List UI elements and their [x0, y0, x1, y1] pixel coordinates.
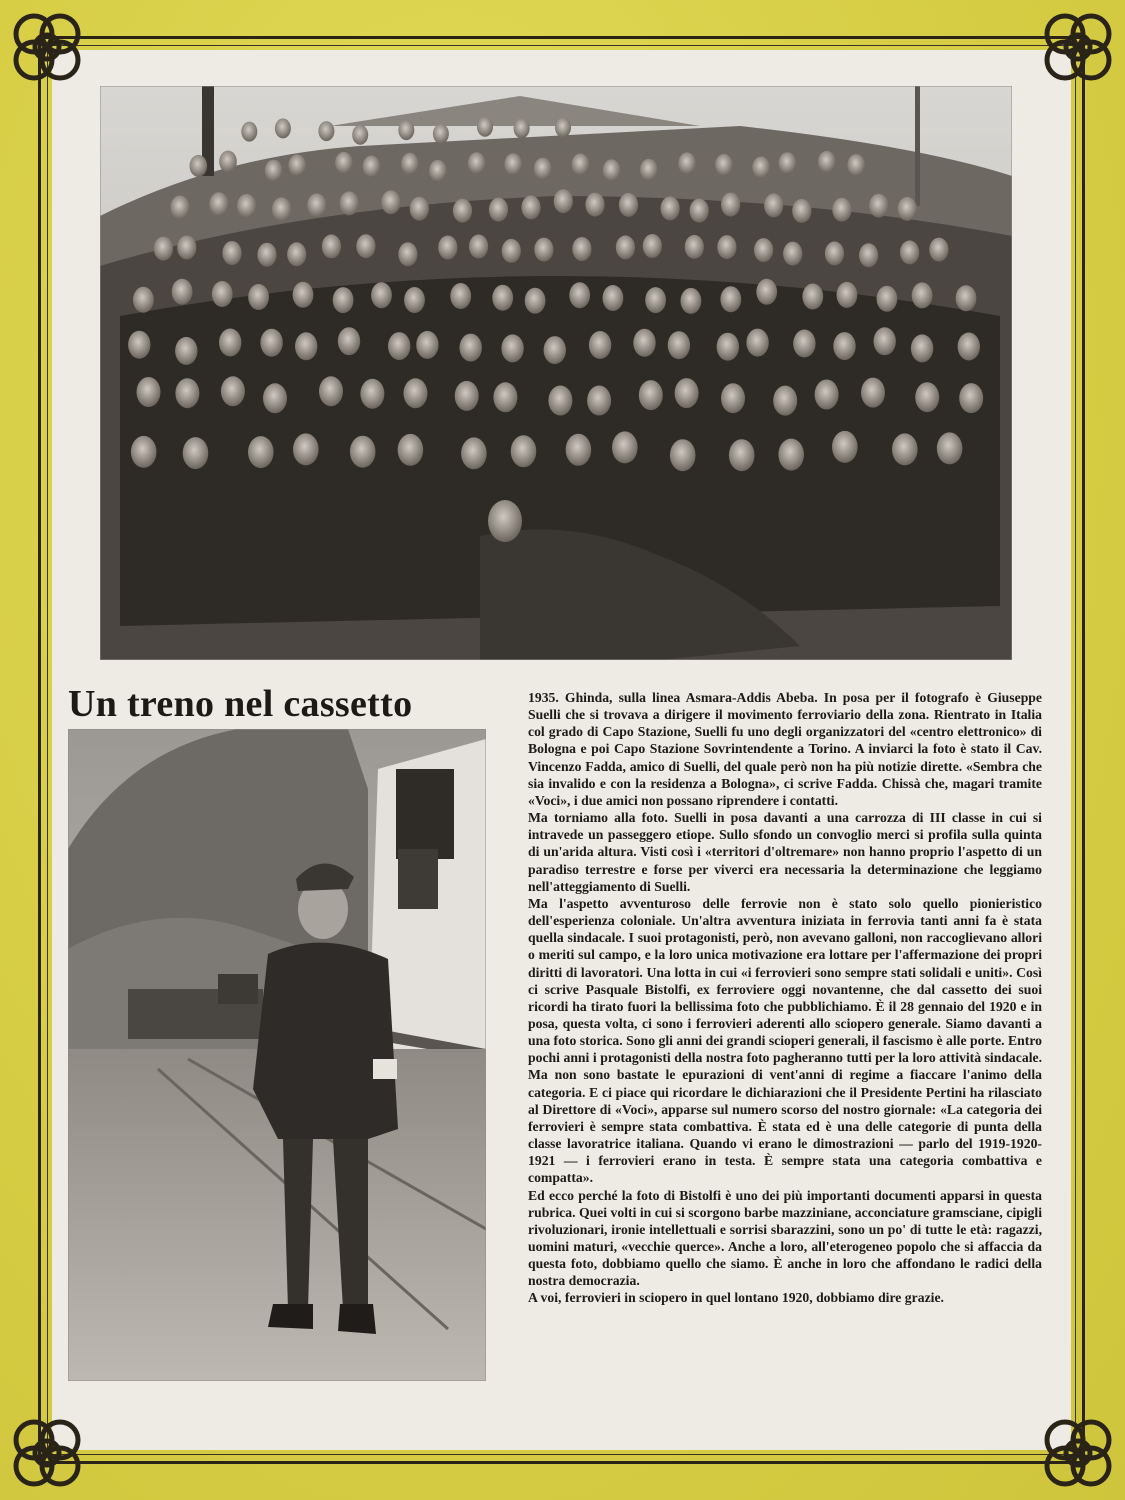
person-head	[802, 284, 823, 310]
person-head	[521, 195, 540, 219]
person-head	[222, 241, 241, 265]
person-head	[668, 331, 690, 359]
person-head	[773, 386, 797, 416]
person-head	[721, 383, 745, 413]
person-head	[525, 288, 546, 314]
person-head	[398, 242, 417, 266]
person-head	[293, 282, 314, 308]
person-head	[450, 283, 471, 309]
person-head	[633, 329, 655, 357]
person-head	[404, 378, 428, 408]
person-head	[678, 152, 696, 174]
person-head	[585, 193, 604, 217]
person-head	[241, 122, 257, 142]
person-head	[619, 193, 638, 217]
person-head	[319, 376, 343, 406]
person-head	[915, 382, 939, 412]
person-head	[837, 282, 858, 308]
person-head	[461, 437, 487, 469]
person-head	[833, 332, 855, 360]
person-head	[721, 193, 740, 217]
person-head	[832, 198, 851, 222]
person-head	[754, 238, 773, 262]
person-head	[288, 154, 306, 176]
person-head	[548, 386, 572, 416]
person-head	[489, 198, 508, 222]
article-paragraph: Ma l'aspetto avventuroso delle ferrovie non è stato solo quello pionieristico dell'esperienza coloniale. Un'altra avventura iniziata in ferrovia tanti anni fa è stata quella sindacale. I suoi protagonisti, però, non avevano galloni, non raccoglievano allori o meriti sul campo, e la loro unica motivazione era lottare per l'affermazione dei propri diritti di lavoratori. Una lotta in cui «i ferrovieri sono sempre stati solidali e uniti». Così ci scrive Pasquale Bistolfi, ex ferroviere oggi novantenne, che dal cassetto dei suoi ricordi ha tirato fuori la bellissima foto che pubblichiamo. È il 28 gennaio del 1920 e in posa, questa volta, ci sono i ferrovieri aderenti allo sciopero generale. Siamo davanti a una foto storica. Sono gli anni dei grandi scioperi generali, il fascismo è alle porte. Entro pochi anni i protagonisti della nostra foto pagheranno tutti per la loro attività sindacale. Ma non sono bastate le epurazioni di vent'anni di regime a fiaccare l'animo della categoria. E ci piace qui ricordare le dichiarazioni che il Presidente Pertini ha rilasciato al Direttore di «Voci», apparse sul numero scorso del nostro giornale: «La categoria dei ferrovieri è sempre stata combattiva. È stata ed è una delle categorie di punta della classe lavoratrice italiana. Quando vi erano le dimostrazioni — parlo del 1919-1920-1921 — i ferrovieri erano in testa. È sempre stata una categoria combattiva e compatta».	[528, 895, 1042, 1186]
person-head	[929, 238, 948, 262]
person-head	[295, 332, 317, 360]
soldier-photo	[68, 729, 486, 1381]
person-head	[572, 154, 590, 176]
person-head	[661, 196, 680, 220]
person-head	[717, 333, 739, 361]
person-head	[616, 235, 635, 259]
person-head	[937, 432, 963, 464]
person-head	[645, 287, 666, 313]
person-head	[756, 279, 777, 305]
person-head	[877, 286, 898, 312]
person-head	[338, 327, 360, 355]
person-head	[492, 285, 513, 311]
person-head	[307, 193, 326, 217]
person-head	[401, 153, 419, 175]
person-head	[534, 158, 552, 180]
person-head	[643, 234, 662, 258]
person-head	[792, 199, 811, 223]
person-head	[534, 238, 553, 262]
person-head	[861, 378, 885, 408]
person-head	[502, 239, 521, 263]
strikers-group-photo	[100, 86, 1012, 660]
person-head	[219, 151, 237, 173]
person-head	[720, 286, 741, 312]
person-head	[900, 240, 919, 264]
person-head	[717, 235, 736, 259]
person-head	[433, 124, 449, 144]
person-head	[410, 197, 429, 221]
person-head	[340, 191, 359, 215]
person-head	[137, 377, 161, 407]
person-head	[898, 197, 917, 221]
person-head	[175, 337, 197, 365]
person-head	[779, 152, 797, 174]
person-head	[363, 156, 381, 178]
person-head	[190, 155, 208, 177]
person-head	[511, 435, 537, 467]
person-head	[764, 193, 783, 217]
person-head	[555, 118, 571, 138]
person-head	[746, 329, 768, 357]
person-head	[128, 331, 150, 359]
person-head	[603, 285, 624, 311]
person-head	[874, 327, 896, 355]
person-head	[501, 334, 523, 362]
article-body	[528, 689, 1042, 1307]
person-head	[237, 194, 256, 218]
celtic-knot-icon	[1035, 1410, 1121, 1496]
person-head	[793, 330, 815, 358]
person-head	[429, 160, 447, 182]
person-head	[859, 243, 878, 267]
person-head	[566, 434, 592, 466]
person-head	[453, 199, 472, 223]
article-paragraph: Ed ecco perché la foto di Bistolfi è uno dei più importanti documenti apparsi in questa rubrica. Quei volti in cui si scorgono barbe mazziniane, acconciature gramsciane, cipigli rivoluzionari, ironie intellettuali e sorrisi sbarazzini, sono un po' di tutte le età: ragazzi, uomini maturi, «vecchie querce». Anche a loro, all'eterogeneo popolo che si affaccia da questa foto, dobbiamo quello che siamo. È anche in loro che affondano le radici della nostra democrazia.	[528, 1187, 1042, 1289]
person-head	[514, 118, 530, 138]
person-head	[477, 117, 493, 137]
person-head	[131, 436, 157, 468]
person-head	[287, 242, 306, 266]
person-head	[554, 189, 573, 213]
person-head	[272, 197, 291, 221]
person-head	[248, 284, 269, 310]
person-head	[219, 329, 241, 357]
person-head	[172, 279, 193, 305]
person-head	[670, 439, 696, 471]
person-head	[257, 243, 276, 267]
person-head	[438, 236, 457, 260]
person-head	[455, 381, 479, 411]
person-head	[958, 333, 980, 361]
person-head	[825, 241, 844, 265]
person-head	[729, 439, 755, 471]
person-head	[612, 431, 638, 463]
person-head	[371, 282, 392, 308]
person-head	[956, 285, 977, 311]
person-head	[569, 282, 590, 308]
person-head	[265, 160, 283, 182]
person-head	[318, 121, 334, 141]
person-head	[356, 234, 375, 258]
person-head	[832, 431, 858, 463]
person-head	[847, 154, 865, 176]
person-head	[177, 236, 196, 260]
person-head	[175, 378, 199, 408]
person-head	[493, 382, 517, 412]
person-head	[639, 380, 663, 410]
person-head	[398, 120, 414, 140]
person-head	[248, 436, 274, 468]
person-head	[293, 433, 319, 465]
person-head	[959, 383, 983, 413]
person-head	[404, 287, 425, 313]
article-paragraph: 1935. Ghinda, sulla linea Asmara-Addis Abeba. In posa per il fotografo è Giuseppe Suelli che si trovava a dirigere il movimento ferroviario della zona. Rientrato in Italia col grado di Capo Stazione, Suelli fu uno degli organizzatori del «centro elettronico» di Bologna e poi Capo Stazione Sovrintendente a Torino. A inviarci la foto è stato il Cav. Vincenzo Fadda, amico di Suelli, del quale però non ha più notizie dirette. «Sembra che sia invalido e con la residenza a Bologna», ci scrive Fadda. Chissà che, magari tramite «Voci», i due amici non possano riprendere i contatti.	[528, 690, 1042, 808]
person-head	[350, 436, 376, 468]
person-head	[818, 151, 836, 173]
person-head	[133, 287, 154, 313]
person-head	[572, 237, 591, 261]
celtic-knot-icon	[4, 4, 90, 90]
person-head	[912, 282, 933, 308]
person-head	[333, 287, 354, 313]
person-head	[892, 433, 918, 465]
person-head	[260, 329, 282, 357]
person-head	[715, 154, 733, 176]
person-head	[221, 376, 245, 406]
person-head	[681, 288, 702, 314]
person-head	[911, 334, 933, 362]
person-head	[183, 437, 209, 469]
person-head	[360, 379, 384, 409]
person-head	[752, 157, 770, 179]
person-head	[685, 235, 704, 259]
person-head	[209, 192, 228, 216]
article-paragraph: A voi, ferrovieri in sciopero in quel lontano 1920, dobbiamo dire grazie.	[528, 1290, 944, 1306]
person-head	[460, 334, 482, 362]
person-head	[322, 234, 341, 258]
person-head	[690, 199, 709, 223]
person-head	[544, 336, 566, 364]
article-paragraph: Ma torniamo alla foto. Suelli in posa davanti a una carrozza di III classe in cui si intravede un passeggero etiope. Sullo sfondo un convoglio merci si profila sulla quinta di un'arida altura. Visti così i «territori d'oltremare» non hanno proprio l'aspetto di un paradiso terrestre e forse per viverci era necessaria la determinazione che leggiamo nell'atteggiamento di Suelli.	[528, 810, 1042, 894]
person-head	[783, 242, 802, 266]
page-title: Un treno nel cassetto	[68, 683, 413, 725]
person-head	[154, 237, 173, 261]
person-head	[170, 196, 189, 220]
person-head	[675, 378, 699, 408]
celtic-knot-icon	[4, 1410, 90, 1496]
person-head	[469, 235, 488, 259]
person-head	[869, 194, 888, 218]
person-head	[275, 118, 291, 138]
person-head	[603, 159, 621, 181]
person-head	[640, 159, 658, 181]
celtic-knot-icon	[1035, 4, 1121, 90]
person-head	[388, 332, 410, 360]
person-head	[587, 386, 611, 416]
person-head	[504, 153, 522, 175]
person-head	[352, 125, 368, 145]
person-head	[398, 434, 424, 466]
person-head	[263, 383, 287, 413]
person-head	[468, 152, 486, 174]
person-head	[416, 331, 438, 359]
person-head	[212, 281, 233, 307]
person-head	[815, 380, 839, 410]
person-head	[778, 439, 804, 471]
person-head	[589, 331, 611, 359]
person-head	[335, 152, 353, 174]
person-head	[381, 190, 400, 214]
